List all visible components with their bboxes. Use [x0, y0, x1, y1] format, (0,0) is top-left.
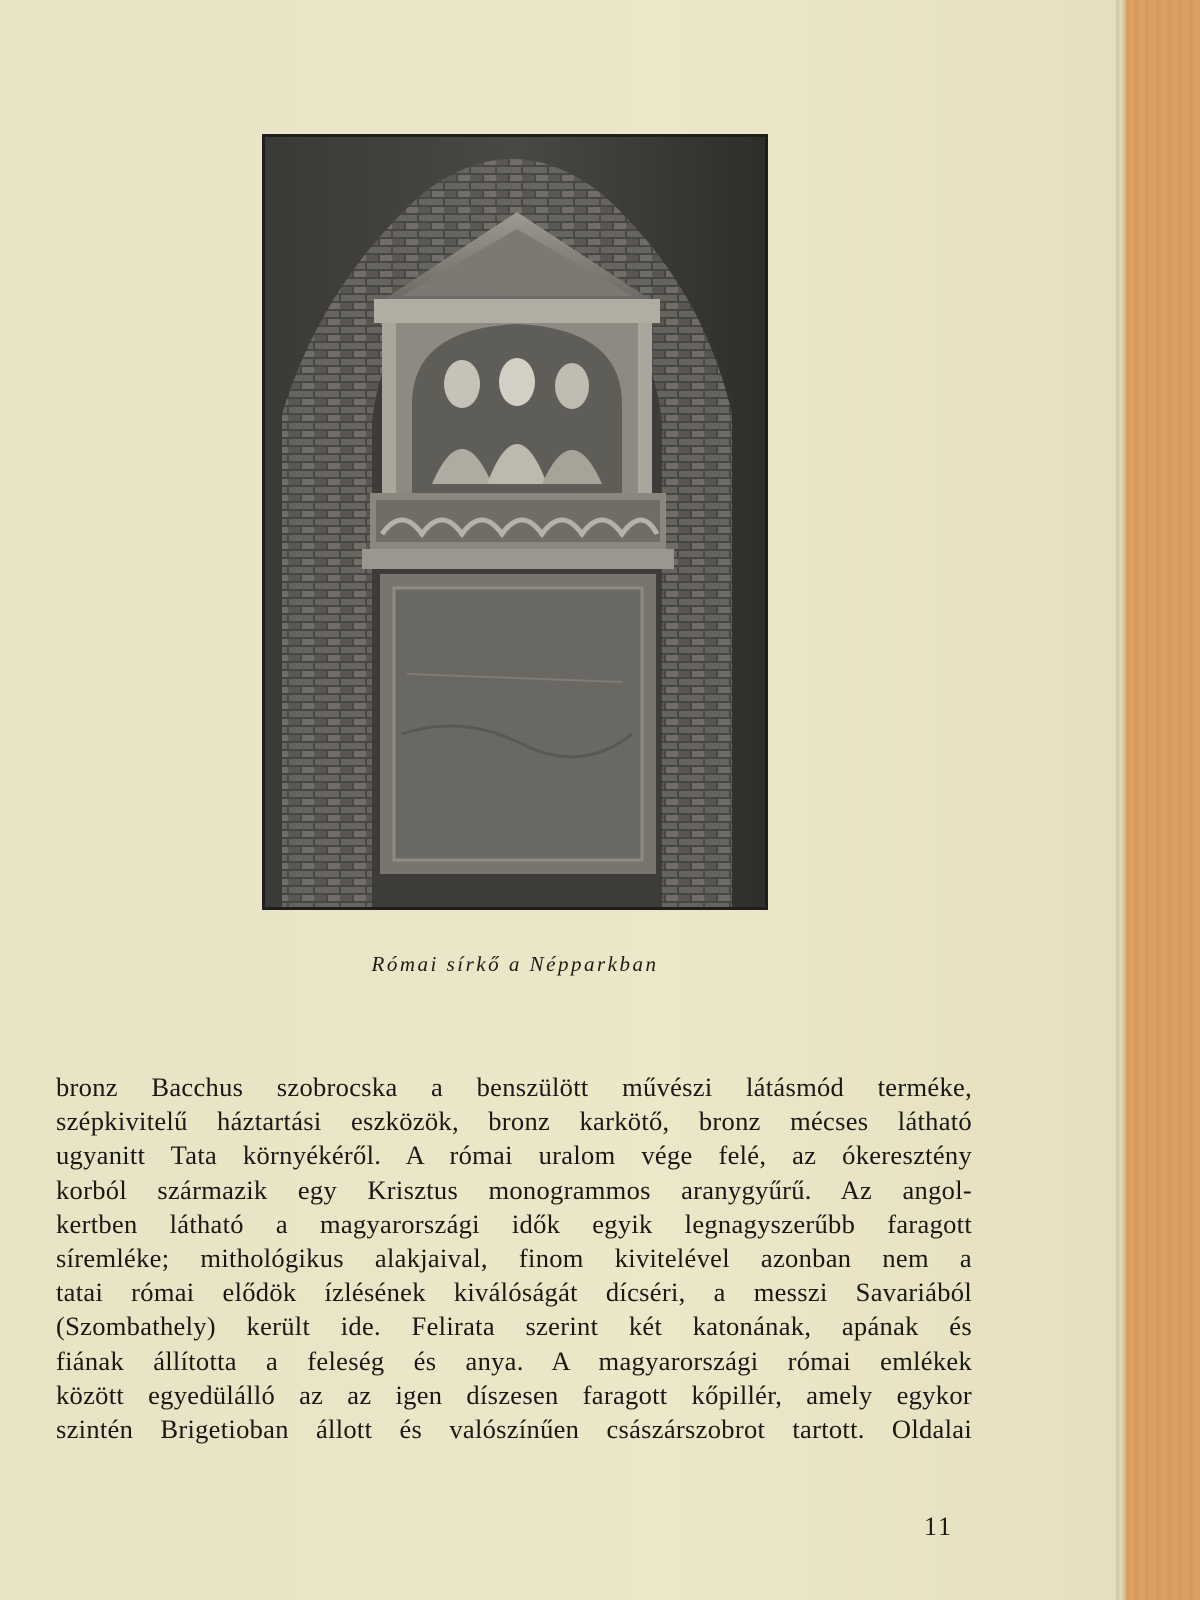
roman-tombstone-photo [262, 134, 768, 910]
page-edge [1116, 0, 1126, 1600]
text-line: korból származik egy Krisztus monogrammos aranygyűrű. Az angol- [56, 1174, 972, 1205]
text-line: szépkivitelű háztartási eszközök, bronz karkötő, bronz mécses látható [56, 1106, 972, 1137]
figure-caption: Római sírkő a Népparkban [371, 952, 659, 976]
text-line: bronz Bacchus szobrocska a benszülött művészi látásmód terméke, [56, 1072, 972, 1102]
text-line: szintén Brigetioban állott és valószínűen császárszobrot tartott. Oldalai [56, 1414, 972, 1445]
text-line: síremléke; mithológikus alakjaival, finom kivitelével azonban nem a [56, 1243, 972, 1274]
text-line: (Szombathely) került ide. Felirata szerint két katonának, apának és [56, 1311, 972, 1342]
text-line: fiának állította a feleség és anya. A magyarországi római emlékek [56, 1345, 972, 1376]
book-cover-edge [1126, 0, 1200, 1600]
body-paragraph [56, 1070, 972, 1446]
page-number: 11 [924, 1512, 954, 1541]
text-line: ugyanitt Tata környékéről. A római uralom vége felé, az ókeresztény [56, 1140, 972, 1171]
text-line: kertben látható a magyarországi idők egyik legnagyszerűbb faragott [56, 1208, 972, 1239]
text-line: tatai római elődök ízlésének kiválóságát dícséri, a messzi Savariából [56, 1277, 972, 1308]
text-line: között egyedülálló az az igen díszesen faragott kőpillér, amely egykor [56, 1379, 972, 1410]
